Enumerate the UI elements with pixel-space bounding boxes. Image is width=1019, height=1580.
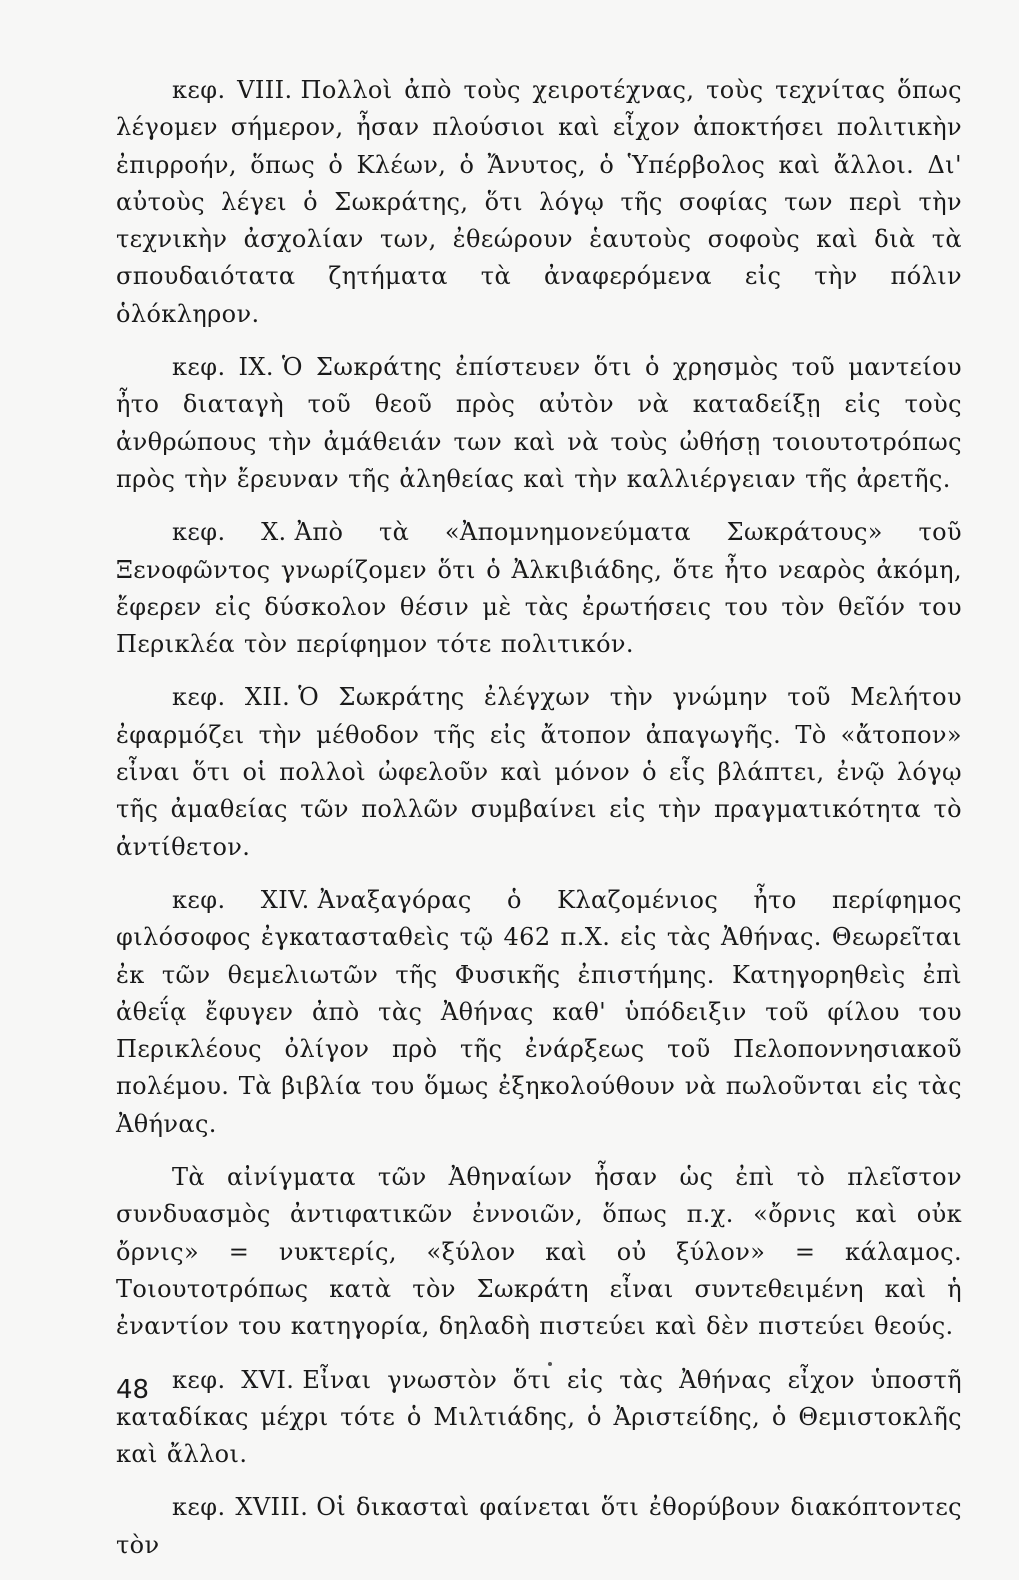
page-body (116, 72, 962, 1580)
chapter-label: κεφ. XIV. (172, 885, 310, 914)
paragraph-chapter-10 (116, 514, 962, 663)
chapter-label: κεφ. IX. (172, 353, 274, 382)
paragraph-riddles (116, 1159, 962, 1345)
chapter-label: κεφ. X. (172, 518, 287, 547)
paragraph-text: Πολλοὶ ἀπὸ τοὺς χειροτέχνας, τοὺς τεχνίτας ὅπως λέγομεν σήμερον, ἦσαν πλούσιοι καὶ εἶχον ἀποκτήσει πολιτικὴν ἐπιρροήν, ὅπως ὁ Κλέων, ὁ Ἄνυτος, ὁ Ὑπέρβολος καὶ ἄλλοι. Δι' αὐτοὺς λέγει ὁ Σωκράτης, ὅτι λόγῳ τῆς σοφίας των περὶ τὴν τεχνικὴν ἀσχολίαν των, ἐθεώρουν ἑαυτοὺς σοφοὺς καὶ διὰ τὰ σπουδαιότατα ζητήματα τὰ ἀναφερόμενα εἰς τὴν πόλιν ὁλόκληρον. (116, 76, 962, 328)
paragraph-text: Τὰ αἰνίγματα τῶν Ἀθηναίων ἦσαν ὡς ἐπὶ τὸ πλεῖστον συνδυασμὸς ἀντιφατικῶν ἐννοιῶν, ὅπως π.χ. «ὄρνις καὶ οὐκ ὄρνις» = νυκτερίς, «ξύλον καὶ οὐ ξύλον» = κάλαμος. Τοιουτοτρόπως κατὰ τὸν Σωκράτη εἶναι συντεθειμένη καὶ ἡ ἐναντίον του κατηγορία, δηλαδὴ πιστεύει καὶ δὲν πιστεύει θεούς. (116, 1163, 962, 1341)
chapter-label: κεφ. XVIII. (172, 1493, 309, 1522)
paragraph-chapter-8 (116, 72, 962, 333)
paragraph-text: Ἀπὸ τὰ «Ἀπομνημονεύματα Σωκράτους» τοῦ Ξενοφῶντος γνωρίζομεν ὅτι ὁ Ἀλκιβιάδης, ὅτε ἦτο νεαρὸς ἀκόμη, ἔφερεν εἰς δύσκολον θέσιν μὲ τὰς ἐρωτήσεις του τὸν θεῖόν του Περικλέα τὸν περίφημον τότε πολιτικόν. (116, 518, 963, 659)
ink-dot (548, 1362, 552, 1366)
paragraph-chapter-14 (116, 882, 962, 1143)
paragraph-text: Ὁ Σωκράτης ἐπίστευεν ὅτι ὁ χρησμὸς τοῦ μαντείου ἦτο διαταγὴ τοῦ θεοῦ πρὸς αὐτὸν νὰ καταδείξῃ εἰς τοὺς ἀνθρώπους τὴν ἀμάθειάν των καὶ νὰ τοὺς ὠθήσῃ τοιουτοτρόπως πρὸς τὴν ἔρευναν τῆς ἀληθείας καὶ τὴν καλλιέργειαν τῆς ἀρετῆς. (116, 353, 962, 493)
paragraph-chapter-12 (116, 679, 962, 865)
paragraph-chapter-9 (116, 349, 962, 498)
paragraph-chapter-16 (116, 1362, 962, 1474)
chapter-label: κεφ. VIII. (172, 76, 293, 104)
chapter-label: κεφ. XII. (172, 683, 291, 712)
paragraph-text: Εἶναι γνωστὸν ὅτι εἰς τὰς Ἀθήνας εἶχον ὑποστῆ καταδίκας μέχρι τότε ὁ Μιλτιάδης, ὁ Ἀριστείδης, ὁ Θεμιστοκλῆς καὶ ἄλλοι. (116, 1365, 963, 1469)
paragraph-chapter-18 (116, 1489, 962, 1564)
paragraph-text: Ὁ Σωκράτης ἐλέγχων τὴν γνώμην τοῦ Μελήτου ἐφαρμόζει τὴν μέθοδον τῆς εἰς ἄτοπον ἀπαγωγῆς. Τὸ «ἄτοπον» εἶναι ὅτι οἱ πολλοὶ ὠφελοῦν καὶ μόνον ὁ εἷς βλάπτει, ἐνῷ λόγῳ τῆς ἀμαθείας τῶν πολλῶν συμβαίνει εἰς τὴν πραγματικότητα τὸ ἀντίθετον. (116, 683, 962, 861)
paragraph-text: Ἀναξαγόρας ὁ Κλαζομένιος ἦτο περίφημος φιλόσοφος ἐγκατασταθεὶς τῷ 462 π.Χ. εἰς τὰς Ἀθήνας. Θεωρεῖται ἐκ τῶν θεμελιωτῶν τῆς Φυσικῆς ἐπιστήμης. Κατηγορηθεὶς ἐπὶ ἀθεΐᾳ ἔφυγεν ἀπὸ τὰς Ἀθήνας καθ' ὑπόδειξιν τοῦ φίλου του Περικλέους ὀλίγον πρὸ τῆς ἐνάρξεως τοῦ Πελοποννησιακοῦ πολέμου. Τὰ βιβλία του ὅμως ἐξηκολούθουν νὰ πωλοῦνται εἰς τὰς Ἀθήνας. (116, 885, 962, 1138)
chapter-label: κεφ. XVI. (172, 1365, 295, 1394)
paragraph-text: Οἱ δικασταὶ φαίνεται ὅτι ἐθορύβουν διακόπτοντες τὸν (116, 1493, 963, 1559)
page-number: 48 (116, 1375, 150, 1405)
